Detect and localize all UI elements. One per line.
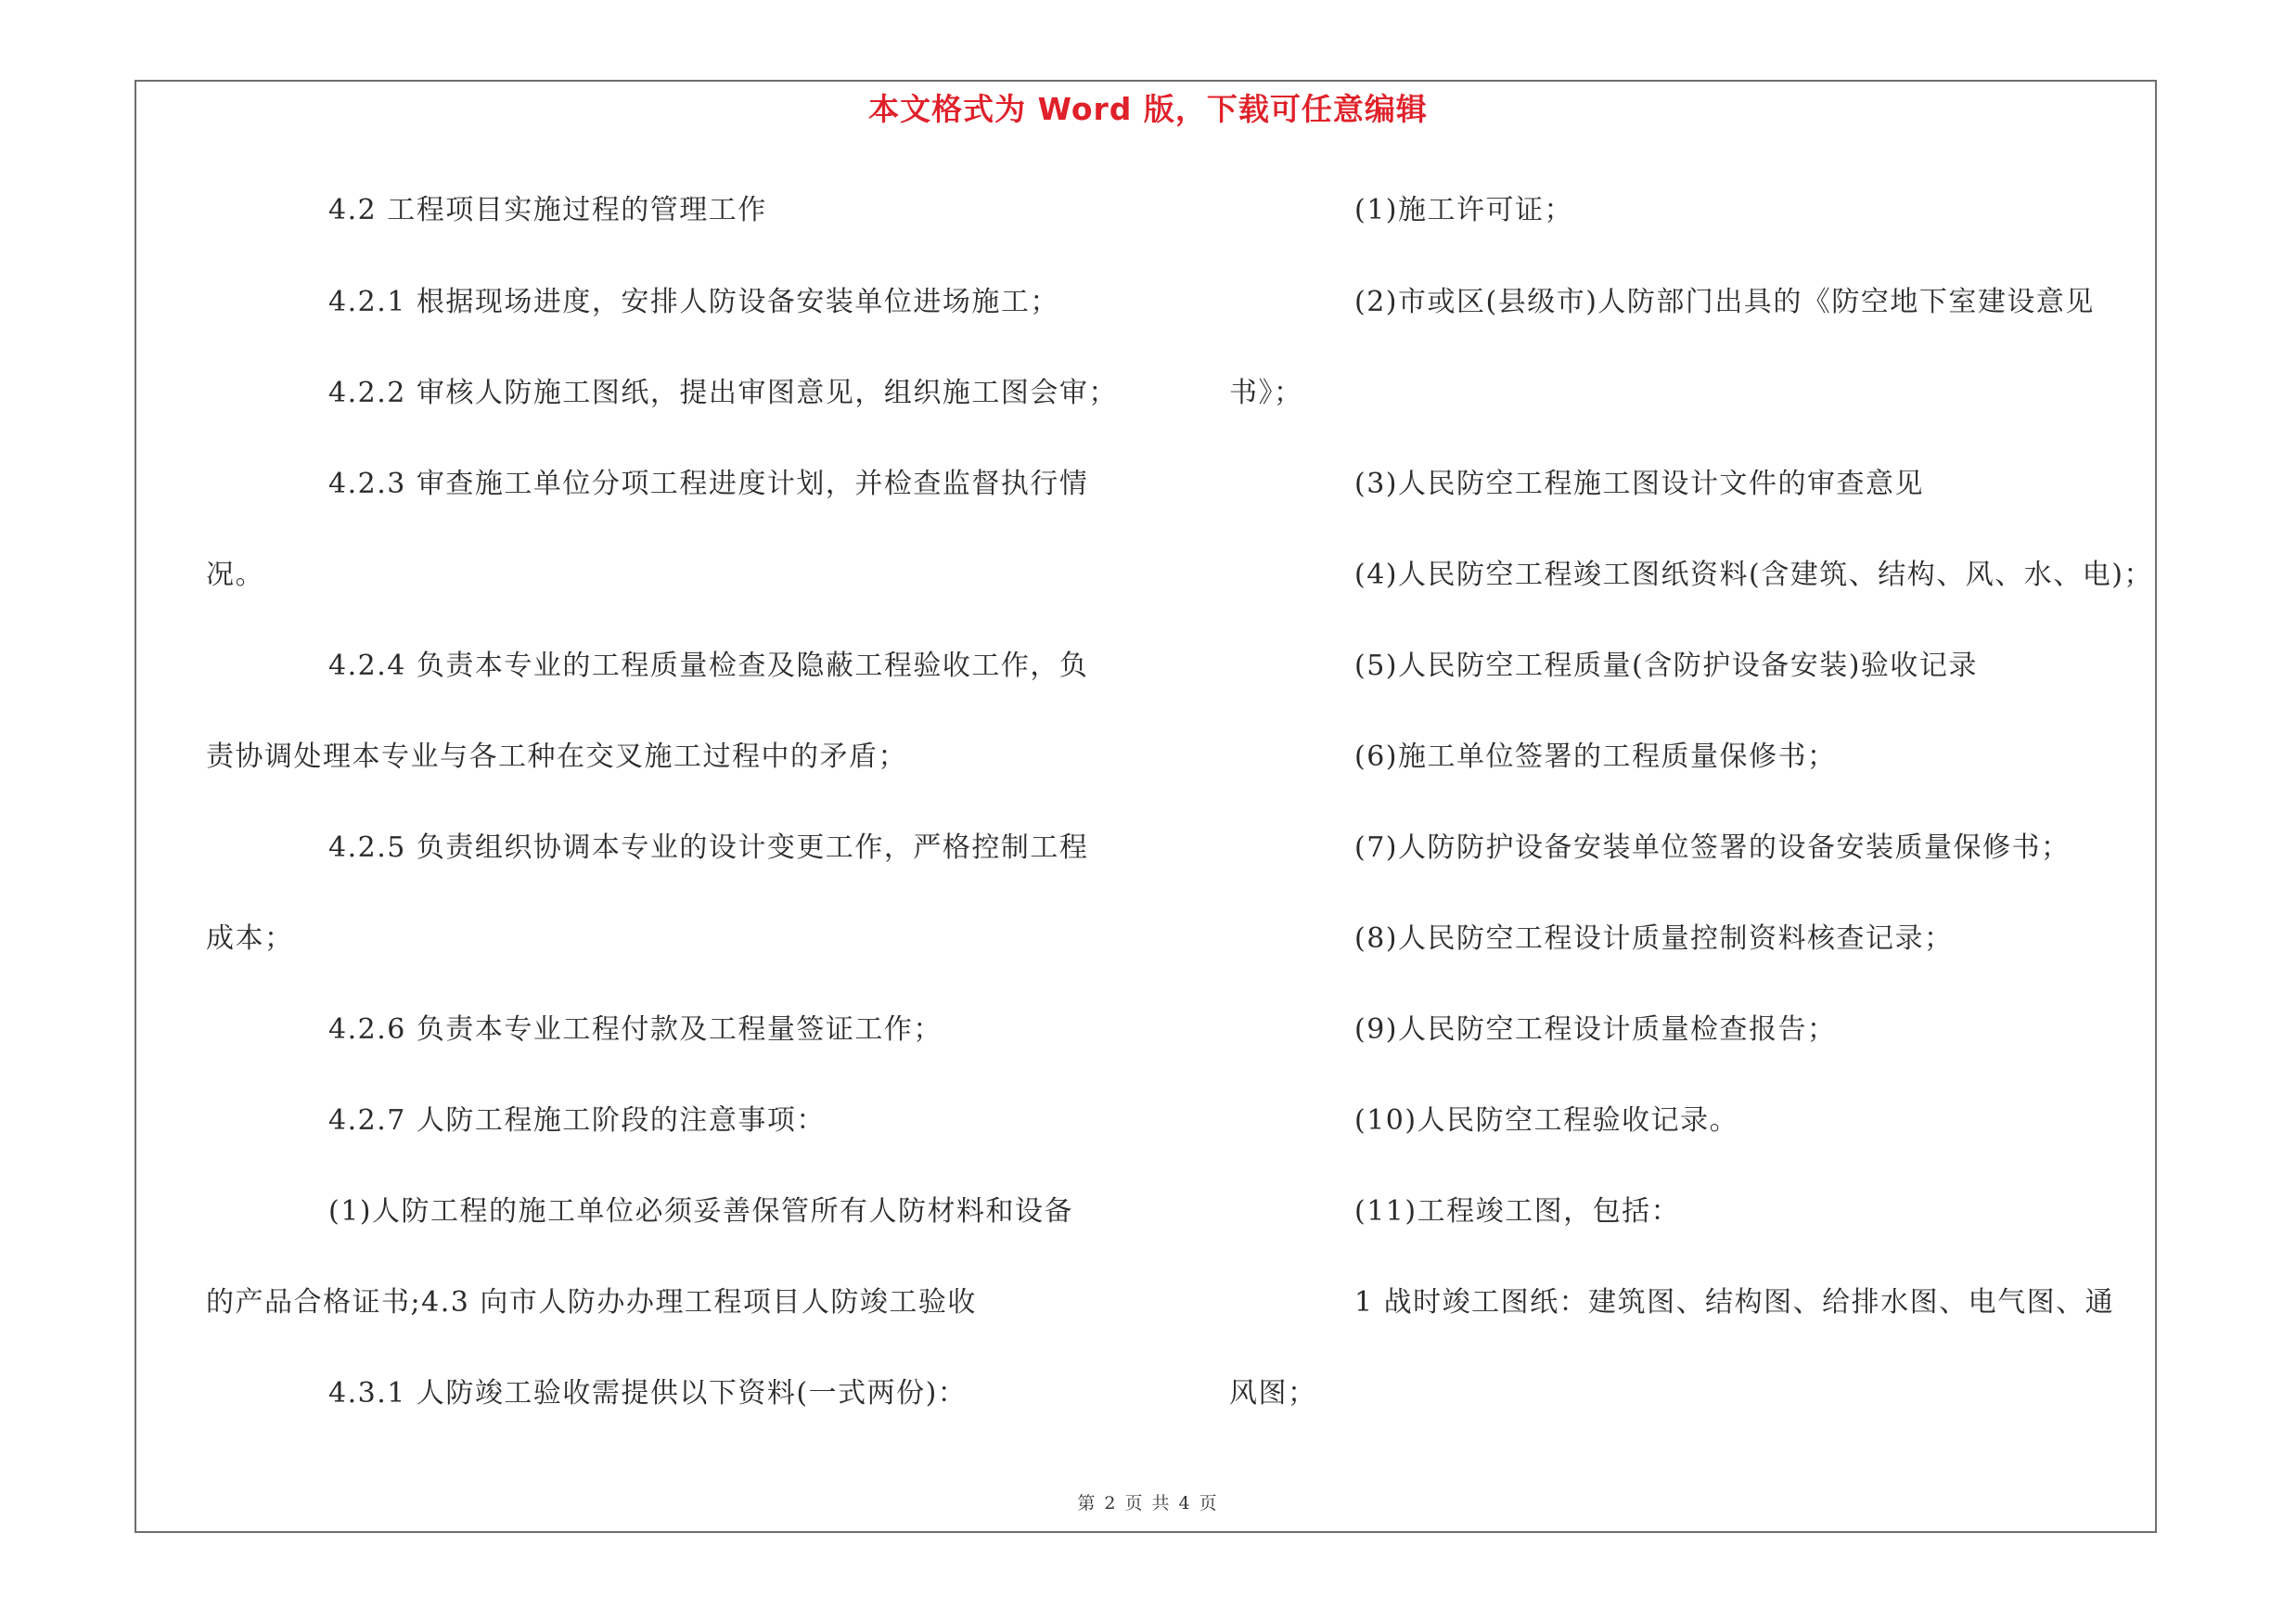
right-line-9: (8)人民防空工程设计质量控制资料核查记录； [1354,922,1954,955]
left-line-9: 成本； [206,922,294,955]
right-line-13: 1 战时竣工图纸：建筑图、结构图、给排水图、电气图、通 [1354,1286,2115,1319]
right-line-10: (9)人民防空工程设计质量检查报告； [1354,1013,1837,1046]
right-line-8: (7)人防防护设备安装单位签署的设备安装质量保修书； [1354,831,2071,864]
page-number-footer: 第 2 页 共 4 页 [1077,1493,1219,1514]
right-line-14: 风图； [1229,1377,1317,1410]
right-line-3: 书》； [1229,377,1303,409]
left-line-7: 责协调处理本专业与各工种在交叉施工过程中的矛盾； [206,741,907,773]
right-line-5: (4)人民防空工程竣工图纸资料(含建筑、结构、风、水、电)； [1354,559,2153,591]
left-line-4: 4.2.3 审查施工单位分项工程进度计划，并检查监督执行情 [328,468,1089,500]
word-format-banner: 本文格式为 Word 版，下载可任意编辑 [868,91,1428,127]
left-line-6: 4.2.4 负责本专业的工程质量检查及隐蔽工程验收工作，负 [328,650,1089,682]
left-line-11: 4.2.7 人防工程施工阶段的注意事项： [328,1104,826,1137]
right-line-1: (1)施工许可证； [1354,194,1573,226]
left-line-2: 4.2.1 根据现场进度，安排人防设备安装单位进场施工； [328,286,1059,318]
right-line-6: (5)人民防空工程质量(含防护设备安装)验收记录 [1354,650,1978,682]
right-line-2: (2)市或区(县级市)人防部门出具的《防空地下室建设意见 [1354,286,2095,318]
right-line-11: (10)人民防空工程验收记录。 [1354,1104,1739,1137]
left-line-1: 4.2 工程项目实施过程的管理工作 [328,194,767,226]
left-line-5: 况。 [206,559,264,591]
left-line-10: 4.2.6 负责本专业工程付款及工程量签证工作； [328,1013,943,1046]
left-line-8: 4.2.5 负责组织协调本专业的设计变更工作，严格控制工程 [328,831,1089,864]
right-line-12: (11)工程竣工图，包括： [1354,1195,1681,1228]
right-line-7: (6)施工单位签署的工程质量保修书； [1354,741,1837,773]
left-line-12: (1)人防工程的施工单位必须妥善保管所有人防材料和设备 [328,1195,1073,1228]
right-line-4: (3)人民防空工程施工图设计文件的审查意见 [1354,468,1924,500]
left-line-3: 4.2.2 审核人防施工图纸，提出审图意见，组织施工图会审； [328,377,1118,409]
left-line-13: 的产品合格证书;4.3 向市人防办办理工程项目人防竣工验收 [206,1286,977,1319]
left-line-14: 4.3.1 人防竣工验收需提供以下资料(一式两份)： [328,1377,968,1410]
